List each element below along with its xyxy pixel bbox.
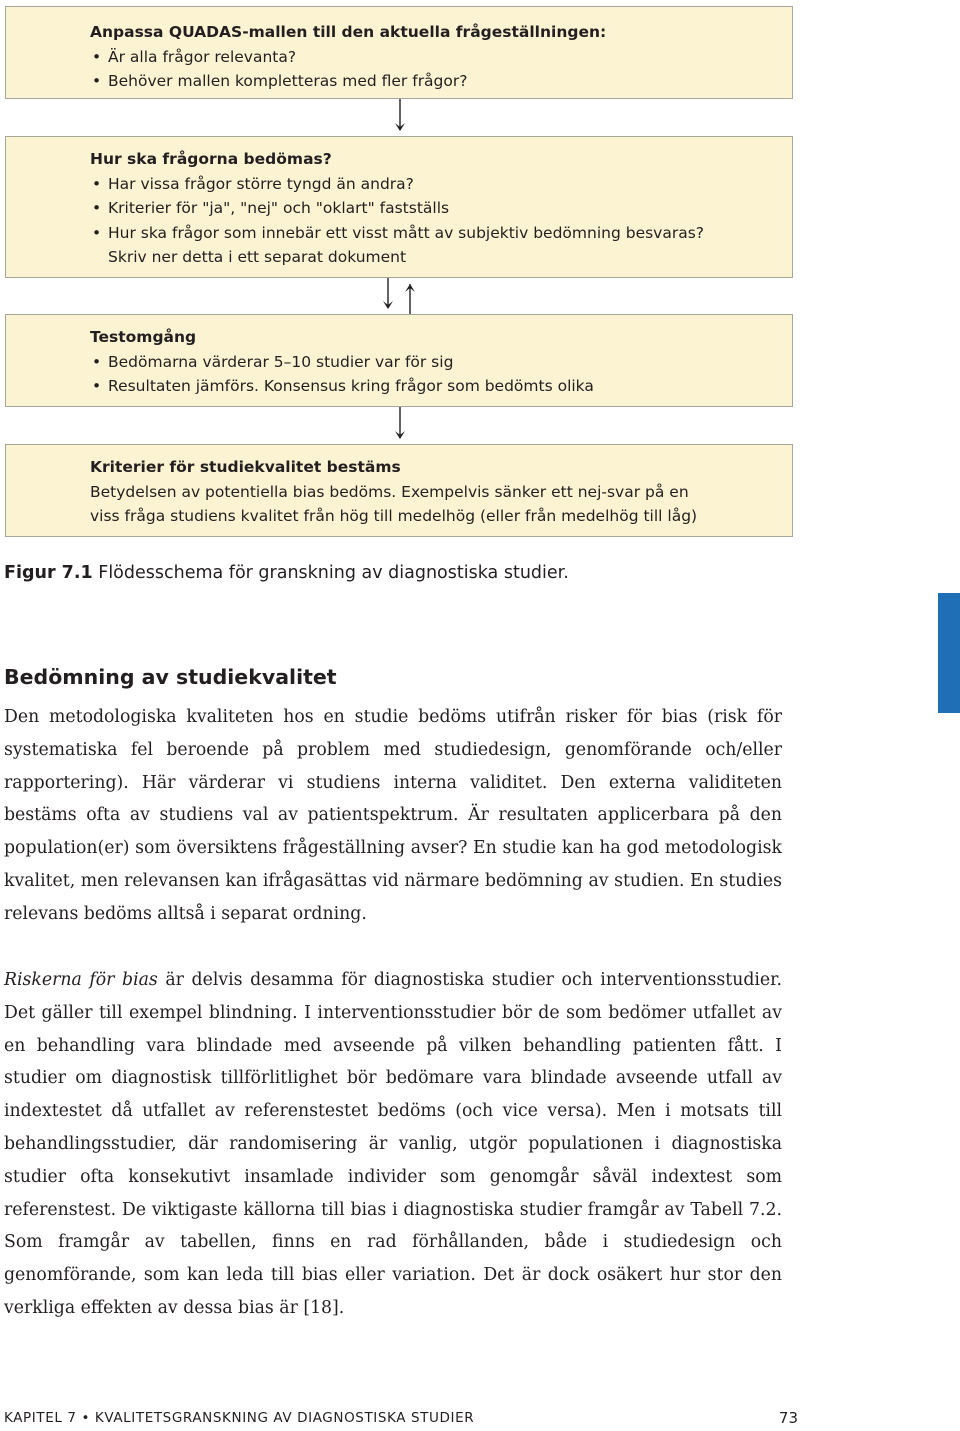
flow-box-item: • Resultaten jämförs. Konsensus kring frågor som bedömts olika — [90, 374, 792, 399]
flow-box-test-round — [5, 314, 793, 407]
arrow-down-icon — [381, 278, 395, 315]
arrow-down-icon — [393, 407, 407, 445]
flow-box-item: • Bedömarna värderar 5–10 studier var för sig — [90, 350, 792, 375]
flow-box-title: Anpassa QUADAS-mallen till den aktuella frågeställningen: — [90, 23, 607, 41]
chapter-tab-marker — [938, 593, 960, 713]
flow-box-item: • Är alla frågor relevanta? — [90, 45, 792, 70]
flow-box-item: • Behöver mallen kompletteras med fler frågor? — [90, 69, 792, 94]
page-number: 73 — [778, 1409, 798, 1427]
flow-box-criteria — [5, 444, 793, 537]
paragraph — [4, 701, 782, 931]
flow-box-assess — [5, 136, 793, 278]
flow-box-line: viss fråga studiens kvalitet från hög till medelhög (eller från medelhög till låg) — [90, 507, 698, 525]
flow-box-line: Betydelsen av potentiella bias bedöms. Exempelvis sänker ett nej-svar på en — [90, 482, 689, 501]
flow-box-item: • Hur ska frågor som innebär ett visst mått av subjektiv bedömning besvaras? — [90, 221, 792, 246]
arrow-up-icon — [403, 278, 417, 315]
paragraph — [4, 964, 782, 1325]
paragraph-italic-lead: Riskerna för bias — [4, 970, 158, 990]
arrow-down-icon — [393, 99, 407, 137]
flow-box-title: Testomgång — [90, 328, 197, 346]
flow-box-item: • Kriterier för "ja", "nej" och "oklart" fastställs — [90, 196, 792, 221]
flow-box-note: Skriv ner detta i ett separat dokument — [108, 248, 407, 266]
paragraph-text: Den metodologiska kvaliteten hos en studie bedöms utifrån risker för bias (risk för systematiska fel beroende på problem med studiedesign, genomförande och/eller rapportering). Här värderar vi studiens interna validitet. Den externa validiteten bestäms ofta av studiens val av patientspektrum. Är resultaten applicerbara på den population(er) som översiktens frågeställning avser? En studie kan ha god metodologisk kvalitet, men relevansen kan ifrågasättas vid närmare bedömning av studien. En studies relevans bedöms alltså i separat ordning. — [4, 707, 782, 924]
figure-label: Figur 7.1 — [4, 563, 93, 583]
flow-box-title: Kriterier för studiekvalitet bestäms — [90, 458, 401, 476]
flow-box-title: Hur ska frågorna bedömas? — [90, 150, 332, 168]
running-footer: KAPITEL 7 • KVALITETSGRANSKNING AV DIAGNOSTISKA STUDIER — [4, 1410, 475, 1426]
figure-caption-text: Flödesschema för granskning av diagnostiska studier. — [98, 563, 569, 583]
figure-caption — [4, 563, 569, 583]
flow-box-adapt — [5, 6, 793, 99]
flow-box-item: • Har vissa frågor större tyngd än andra? — [90, 172, 792, 197]
paragraph-text: är delvis desamma för diagnostiska studier och interventionsstudier. Det gäller till exempel blindning. I interventionsstudier bör de som bedömer utfallet av en behandling vara blindade med avseende på vilken behandling patienten fått. I studier om diagnostisk tillförlitlighet bör bedömare vara blindade avseende utfall av indextestet då utfallet av referenstestet bedöms (och vice versa). Men i motsats till behandlingsstudier, där randomisering är vanlig, utgör populationen i diagnostiska studier ofta konsekutivt insamlade individer som genomgår såväl indextest som referenstest. De viktigaste källorna till bias i diagnostiska studier framgår av Tabell 7.2. Som framgår av tabellen, finns en rad förhållanden, både i studiedesign och genomförande, som kan leda till bias eller variation. Det är dock osäkert hur stor den verkliga effekten av dessa bias är [18]. — [4, 970, 783, 1318]
section-heading: Bedömning av studiekvalitet — [4, 665, 337, 689]
